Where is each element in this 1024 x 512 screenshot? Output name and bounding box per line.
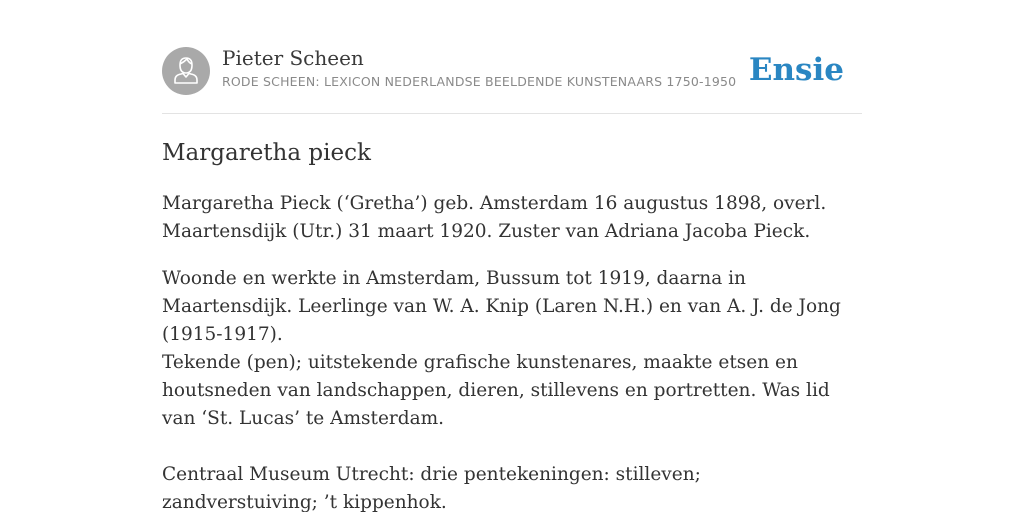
author-name[interactable]: Pieter Scheen (222, 46, 364, 70)
ensie-logo[interactable]: Ensie (748, 52, 844, 88)
user-silhouette-icon (162, 47, 210, 95)
article-header (162, 46, 862, 96)
paragraph-work: Tekende (pen); uitstekende grafische kunstenares, maakte etsen en houtsneden van landschappen, dieren, stillevens en portretten. Was lid van ‘St. Lucas’ te Amsterdam. (162, 352, 830, 429)
header-divider (162, 113, 862, 114)
author-avatar[interactable] (162, 47, 210, 95)
source-title[interactable]: RODE SCHEEN: LEXICON NEDERLANDSE BEELDENDE KUNSTENAARS 1750-1950 (222, 74, 737, 89)
paragraph-collection: Centraal Museum Utrecht: drie pentekeningen: stilleven; zandverstuiving; ’t kippenhok. (162, 464, 701, 512)
paragraph-biography: Margaretha Pieck (‘Gretha’) geb. Amsterdam 16 augustus 1898, overl. Maartensdijk (Utr.) 31 maart 1920. Zuster van Adriana Jacoba Pieck. (162, 193, 827, 242)
paragraph-training: Woonde en werkte in Amsterdam, Bussum tot 1919, daarna in Maartensdijk. Leerlinge van W. A. Knip (Laren N.H.) en van A. J. de Jong (1915-1917). (162, 268, 841, 345)
article-title: Margaretha pieck (162, 140, 371, 166)
